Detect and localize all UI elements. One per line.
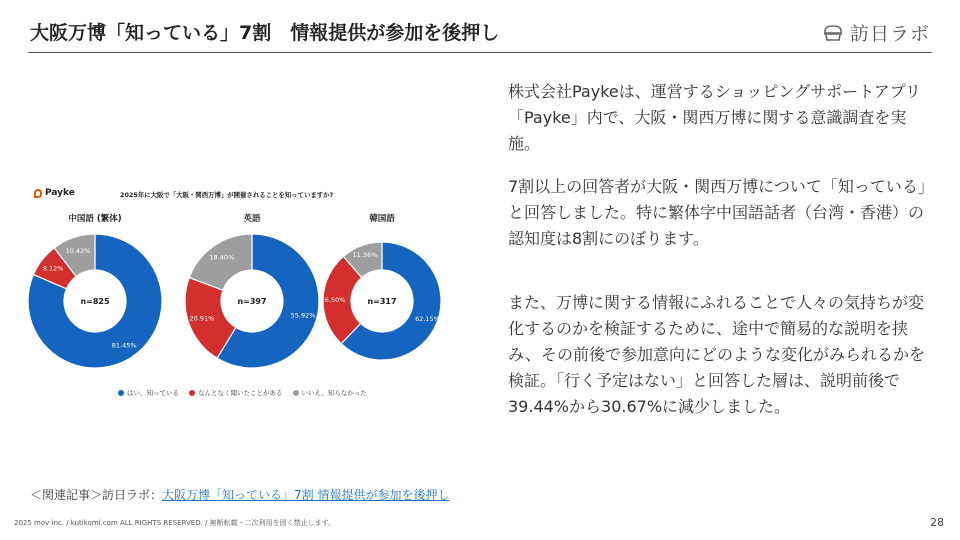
title-divider bbox=[28, 52, 932, 53]
legend-swatch-not-know bbox=[293, 390, 299, 396]
chart-title: 2025年に大阪で「大阪・関西万博」が開催されることを知っていますか? bbox=[120, 191, 334, 199]
donut-1-slice-not-know bbox=[189, 234, 252, 290]
legend-label-know: はい、知っている bbox=[127, 389, 179, 397]
related-prefix: ＜関連記事＞訪日ラボ： bbox=[30, 488, 163, 502]
legend-label-not-know: いいえ、知らなかった bbox=[301, 389, 367, 397]
payke-logo-text: Payke bbox=[45, 188, 75, 198]
donut-1-value-label-not-know: 18.40% bbox=[209, 253, 235, 262]
legend-swatch-know bbox=[118, 390, 124, 396]
footer-copyright: 2025 mov inc. / kutikomi.com ALL RIGHTS RESERVED. / 無断転載・二次利用を固く禁止します。 bbox=[14, 519, 336, 527]
donut-2-n-label: n=317 bbox=[367, 297, 397, 306]
chart-figure bbox=[28, 176, 440, 406]
logo-icon bbox=[822, 23, 844, 43]
donut-0-value-label-not-know: 10.42% bbox=[65, 246, 91, 255]
donut-1-value-label-heard: 20.91% bbox=[189, 314, 215, 323]
related-article-link[interactable]: 大阪万博「知っている」7割 情報提供が参加を後押し bbox=[162, 488, 450, 502]
donut-0-category-label: 中国語 (繁体) bbox=[68, 214, 122, 224]
donut-2-value-label-heard: 26.50% bbox=[320, 295, 346, 304]
donut-2-value-label-know: 62.15% bbox=[415, 315, 440, 324]
legend-item-know bbox=[118, 388, 179, 397]
body-paragraph-2: 7割以上の回答者が大阪・関西万博について「知っている」と回答しました。特に繁体字中国語話者（台湾・香港）の認知度は8割にのぼります。 bbox=[508, 177, 926, 248]
chart-legend bbox=[118, 388, 367, 397]
donut-1-value-label-know: 55.92% bbox=[290, 311, 316, 320]
donut-1-category-label: 英語 bbox=[243, 214, 261, 224]
legend-label-heard: なんとなく聞いたことがある bbox=[198, 389, 283, 397]
legend-item-not-know bbox=[293, 388, 367, 397]
body-paragraph-3: また、万博に関する情報にふれることで人々の気持ちが変化するのかを検証するために、途中で簡易的な説明を挟み、その前後で参加意向にどのような変化がみられるかを検証。「行く予定はない」と回答した層は、説明前後で39.44%から30.67%に減少しました。 bbox=[508, 293, 925, 416]
donut-0-value-label-heard: 8.12% bbox=[42, 264, 64, 273]
slide-title: 大阪万博「知っている」7割 情報提供が参加を後押し bbox=[30, 22, 500, 44]
related-article bbox=[30, 486, 449, 503]
page-number: 28 bbox=[930, 516, 944, 529]
legend-swatch-heard bbox=[189, 390, 195, 396]
donut-2-category-label: 韓国語 bbox=[369, 214, 395, 224]
body-paragraph-1: 株式会社Paykeは、運営するショッピングサポートアプリ「Payke」内で、大阪・関西万博に関する意識調査を実施。 bbox=[508, 82, 921, 153]
donut-0-value-label-know: 81.45% bbox=[111, 341, 137, 350]
donut-2-value-label-not-know: 11.36% bbox=[352, 251, 378, 260]
legend-item-heard bbox=[189, 388, 283, 397]
site-logo bbox=[822, 19, 930, 46]
logo-text: 訪日ラボ bbox=[850, 23, 931, 45]
donut-0-n-label: n=825 bbox=[80, 297, 110, 306]
donut-charts bbox=[28, 196, 440, 396]
donut-1-n-label: n=397 bbox=[237, 297, 267, 306]
